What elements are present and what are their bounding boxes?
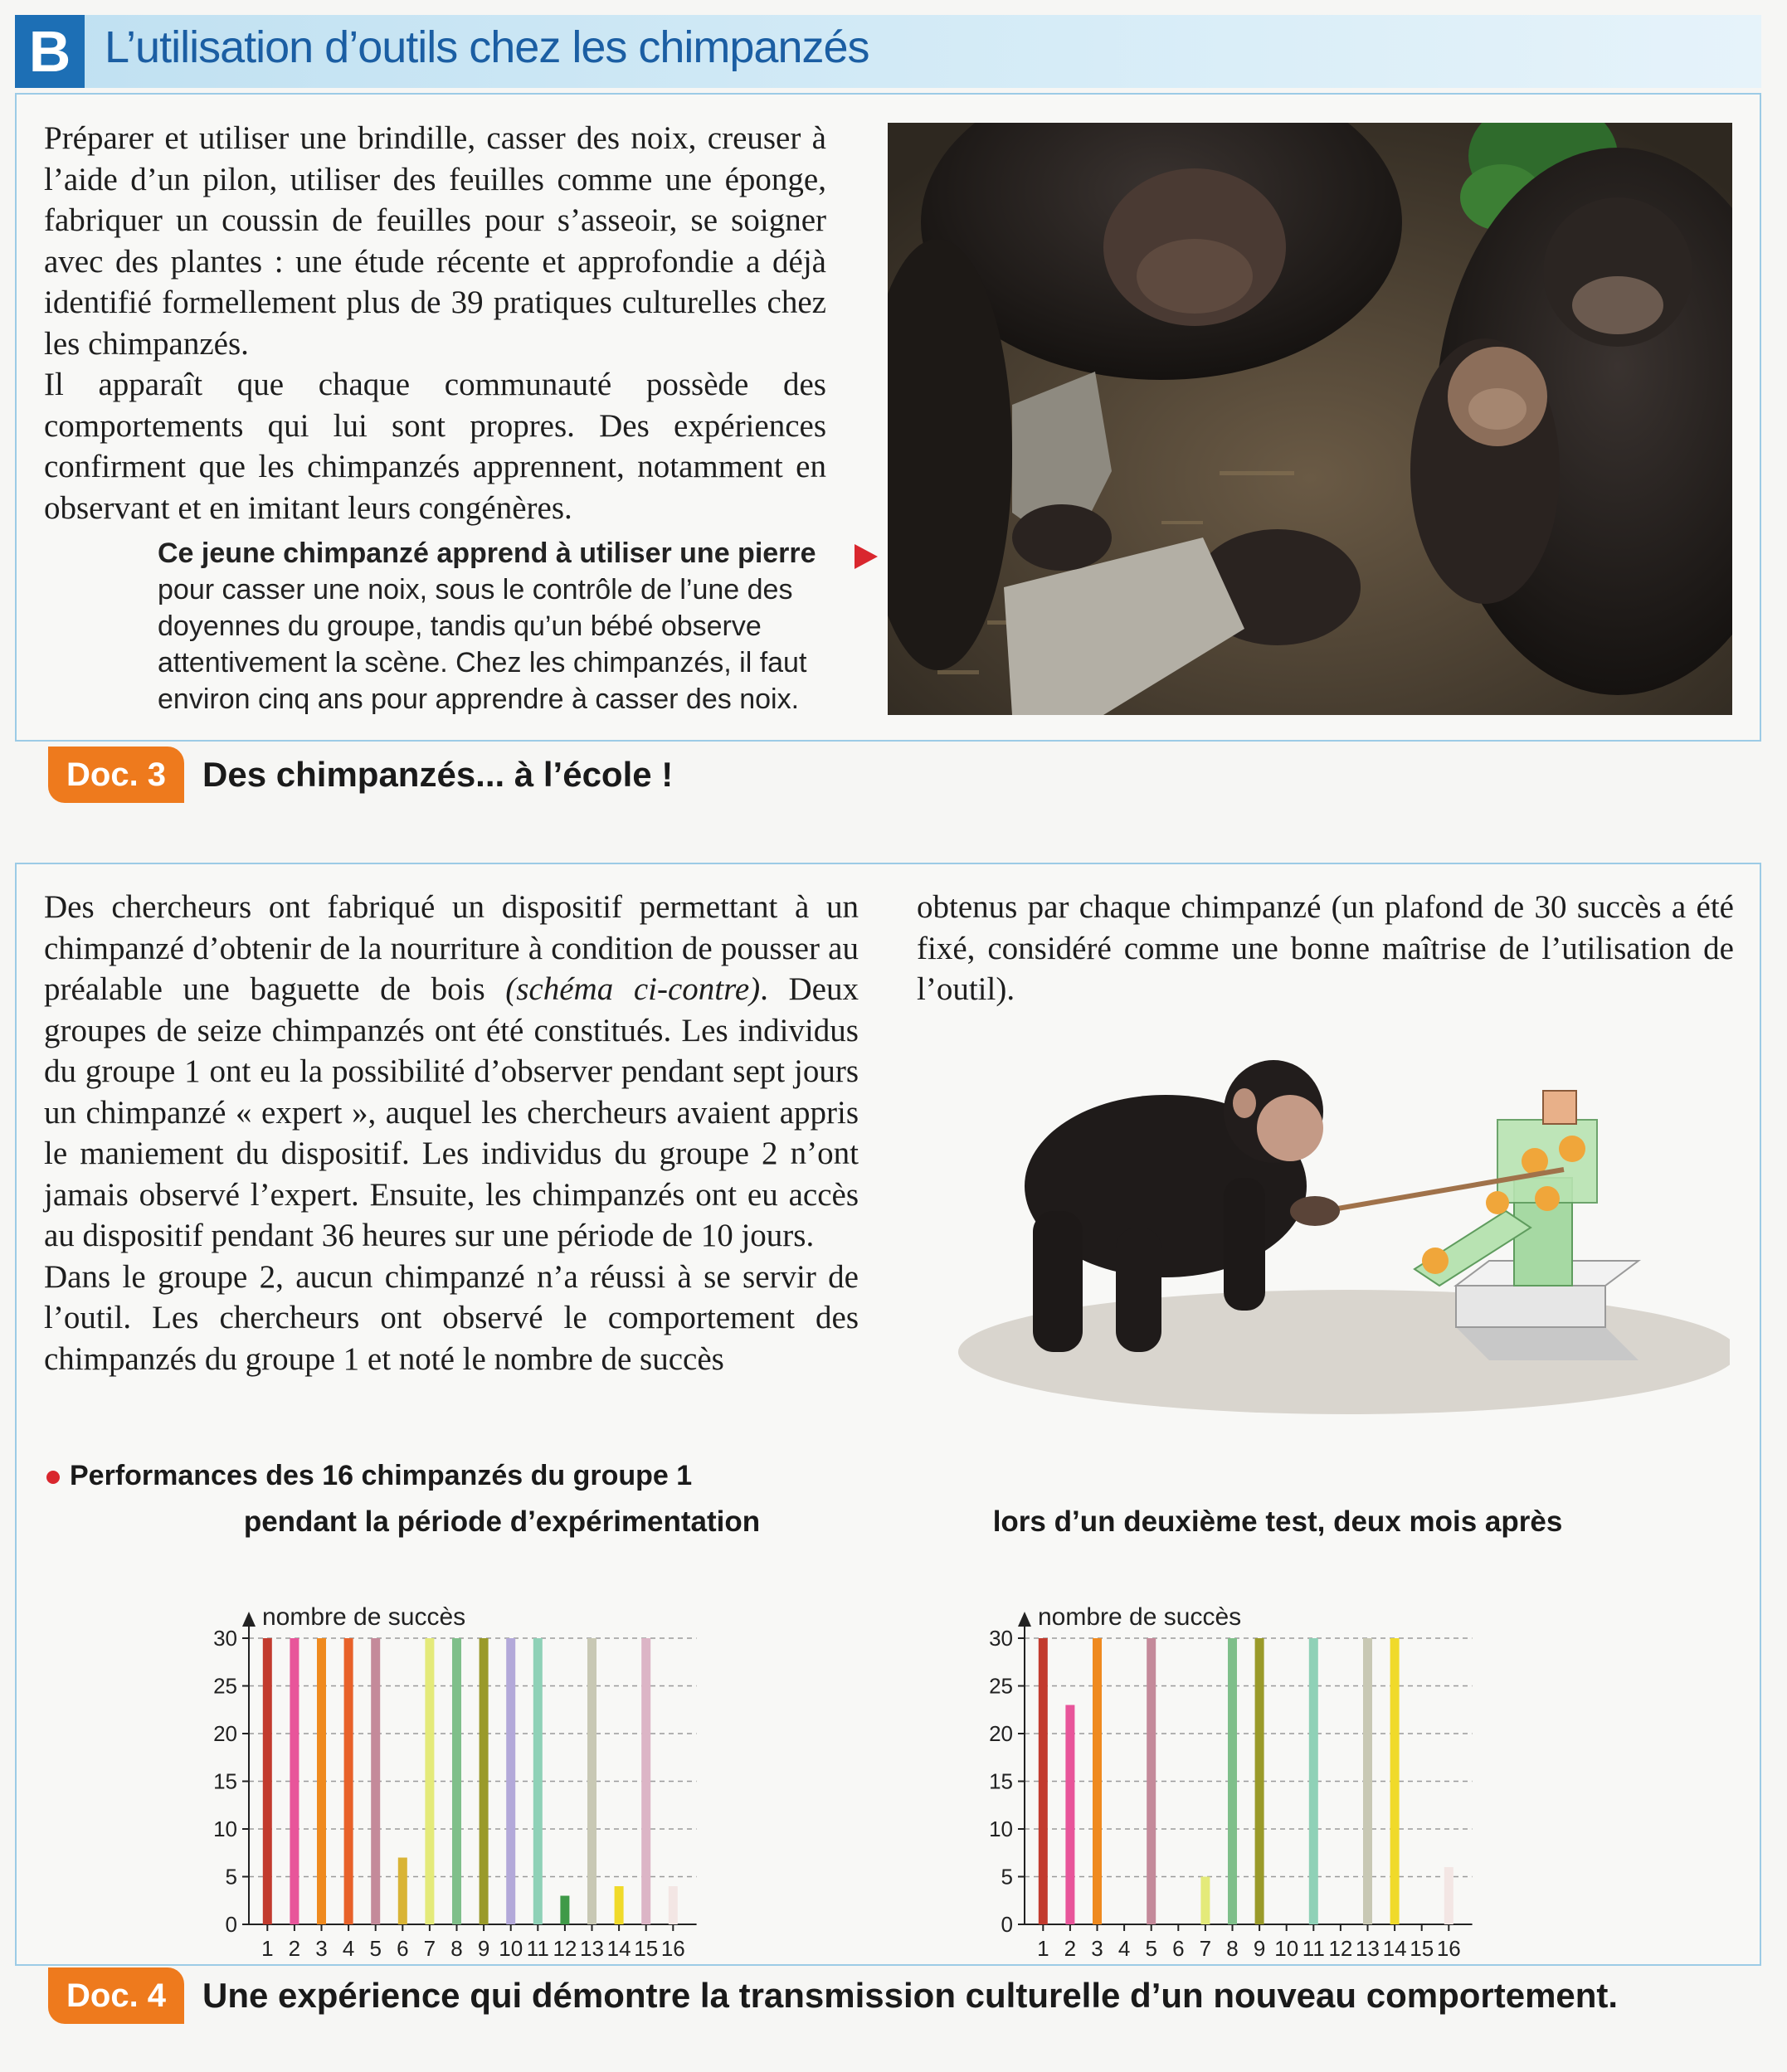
bar-individual-1 — [1039, 1638, 1048, 1924]
caption-bold: Ce jeune chimpanzé apprend à utiliser une pierre — [158, 537, 816, 569]
x-tick-label: 2 — [288, 1936, 301, 1961]
y-tick-label: 10 — [989, 1817, 1013, 1841]
x-tick-label: 9 — [1253, 1936, 1266, 1961]
doc4-title: Une expérience qui démontre la transmission culturelle d’un nouveau comportement. — [202, 1976, 1619, 2015]
x-tick-label: 7 — [423, 1936, 436, 1961]
bar-individual-7 — [425, 1638, 434, 1924]
x-tick-label: 14 — [1382, 1936, 1407, 1961]
doc4-label — [48, 1967, 1618, 2024]
chart-1-svg — [170, 1547, 834, 1966]
y-tick-label: 0 — [1001, 1912, 1013, 1937]
doc3-label — [48, 747, 673, 803]
x-tick-label: 12 — [1328, 1936, 1353, 1961]
y-tick-label: 20 — [989, 1721, 1013, 1746]
x-tick-label: 3 — [315, 1936, 328, 1961]
doc3-paragraph-1: Préparer et utiliser une brindille, casser des noix, creuser à l’aide d’un pilon, utiliser des feuilles comme une éponge, fabriquer un coussin de feuilles pour s’asseoir, se soigner avec des plantes : une étude récente et approfondie a déjà identifié formellement plus de 39 pratiques culturelles chez les chimpanzés. — [44, 120, 826, 362]
bar-individual-9 — [1255, 1638, 1264, 1924]
y-tick-label: 15 — [989, 1768, 1013, 1794]
bar-individual-4 — [344, 1638, 353, 1924]
y-tick-label: 25 — [989, 1673, 1013, 1699]
chimpanzee-photo — [888, 123, 1732, 715]
y-tick-label: 30 — [989, 1626, 1013, 1651]
x-tick-label: 14 — [606, 1936, 631, 1961]
x-tick-label: 11 — [1302, 1936, 1325, 1961]
x-tick-label: 8 — [1226, 1936, 1239, 1961]
x-tick-label: 11 — [526, 1936, 549, 1961]
doc4-text-left — [44, 887, 859, 1379]
bar-individual-2 — [290, 1638, 299, 1924]
x-tick-label: 7 — [1199, 1936, 1212, 1961]
x-tick-label: 13 — [1356, 1936, 1380, 1961]
y-tick-label: 20 — [213, 1721, 237, 1746]
bar-individual-2 — [1065, 1705, 1074, 1925]
chimpanzee-device-illustration — [917, 1012, 1730, 1427]
bullet-icon — [46, 1471, 60, 1484]
bar-individual-1 — [263, 1638, 272, 1924]
bar-individual-3 — [317, 1638, 326, 1924]
chart-1-title: pendant la période d’expérimentation — [243, 1505, 761, 1538]
doc3-text — [44, 118, 826, 528]
y-tick-label: 15 — [213, 1768, 237, 1794]
doc4-text-schema-ref: (schéma ci-contre) — [505, 971, 761, 1007]
bar-individual-14 — [615, 1886, 624, 1924]
bar-individual-5 — [371, 1638, 380, 1924]
bar-individual-13 — [1363, 1638, 1372, 1924]
x-tick-label: 12 — [553, 1936, 577, 1961]
x-tick-label: 10 — [499, 1936, 523, 1961]
x-tick-label: 3 — [1091, 1936, 1103, 1961]
x-tick-label: 4 — [1117, 1936, 1131, 1961]
bar-individual-16 — [1444, 1867, 1453, 1924]
bar-individual-9 — [480, 1638, 489, 1924]
x-tick-label: 6 — [397, 1936, 409, 1961]
doc3-badge: Doc. 3 — [48, 747, 184, 803]
section-letter: B — [15, 15, 85, 88]
chart-2-title: lors d’un deuxième test, deux mois après — [992, 1505, 1563, 1538]
caption-rest: pour casser une noix, sous le contrôle de l’une des doyennes du groupe, tandis qu’un bébé observe attentivement la scène. Chez les chimpanzés, il faut environ cinq ans pour apprendre à casser des noix. — [158, 574, 807, 715]
x-tick-label: 6 — [1172, 1936, 1185, 1961]
chart-2-svg — [946, 1547, 1609, 1966]
x-tick-label: 5 — [369, 1936, 382, 1961]
doc4-badge: Doc. 4 — [48, 1967, 184, 2024]
bar-individual-8 — [1228, 1638, 1237, 1924]
x-tick-label: 5 — [1145, 1936, 1157, 1961]
y-axis-arrow-icon — [242, 1612, 256, 1627]
bar-individual-13 — [587, 1638, 596, 1924]
section-header — [15, 15, 1761, 88]
chart-experiment-period — [170, 1505, 834, 1966]
doc4-text-part-2: . Deux groupes de seize chimpanzés ont été constitués. Les individus du groupe 1 ont eu la possibilité d’observer pendant sept jours un chimpanzé « expert », auquel les chercheurs avaient appris le maniement du dispositif. Les individus du groupe 2 n’ont jamais observé l’expert. Ensuite, les chimpanzés ont eu accès au dispositif pendant 36 heures sur une période de 10 jours. — [44, 971, 859, 1253]
x-tick-label: 4 — [342, 1936, 355, 1961]
doc3-title: Des chimpanzés... à l’école ! — [202, 755, 674, 794]
performance-heading — [46, 1460, 692, 1492]
x-tick-label: 9 — [477, 1936, 490, 1961]
photo-caption — [158, 535, 846, 717]
doc4-text-right: obtenus par chaque chimpanzé (un plafond de 30 succès a été fixé, considéré comme une bonne maîtrise de l’utilisation de l’outil). — [917, 889, 1734, 1007]
y-tick-label: 0 — [225, 1912, 237, 1937]
doc3-paragraph-2: Il apparaît que chaque communauté possède des comportements qui lui sont propres. Des expériences confirment que les chimpanzés apprennent, notamment en observant et en imitant leurs congénères. — [44, 367, 826, 526]
bar-individual-12 — [560, 1896, 569, 1925]
y-axis-arrow-icon — [1018, 1612, 1031, 1627]
bar-individual-8 — [452, 1638, 461, 1924]
y-axis-label: nombre de succès — [1038, 1603, 1242, 1631]
y-tick-label: 30 — [213, 1626, 237, 1651]
x-tick-label: 8 — [450, 1936, 463, 1961]
bar-individual-10 — [506, 1638, 515, 1924]
x-tick-label: 1 — [1037, 1936, 1049, 1961]
y-tick-label: 5 — [1001, 1864, 1013, 1890]
x-tick-label: 15 — [1410, 1936, 1434, 1961]
doc4-text-part-3: Dans le groupe 2, aucun chimpanzé n’a réussi à se servir de l’outil. Les chercheurs ont observé le comportement des chimpanzés du groupe 1 et noté le nombre de succès — [44, 1258, 859, 1377]
x-tick-label: 1 — [261, 1936, 274, 1961]
y-axis-label: nombre de succès — [262, 1603, 466, 1631]
bar-individual-16 — [669, 1886, 678, 1924]
bar-individual-7 — [1200, 1877, 1210, 1925]
doc4-text-part-1: Des chercheurs ont fabriqué un dispositif permettant à un chimpanzé d’obtenir de la nourriture à condition de pousser au préalable une baguette de bois — [44, 889, 859, 1007]
x-tick-label: 13 — [580, 1936, 604, 1961]
y-tick-label: 5 — [225, 1864, 237, 1890]
section-title: L’utilisation d’outils chez les chimpanzés — [105, 22, 869, 72]
bar-individual-5 — [1147, 1638, 1156, 1924]
bar-individual-6 — [398, 1858, 407, 1925]
y-tick-label: 10 — [213, 1817, 237, 1841]
bar-individual-14 — [1390, 1638, 1400, 1924]
caption-pointer-icon — [855, 544, 878, 569]
x-tick-label: 16 — [660, 1936, 685, 1961]
bar-individual-15 — [641, 1638, 650, 1924]
x-tick-label: 10 — [1274, 1936, 1299, 1961]
bar-individual-11 — [1309, 1638, 1318, 1924]
performance-heading-text: Performances des 16 chimpanzés du groupe 1 — [70, 1460, 693, 1491]
x-tick-label: 16 — [1436, 1936, 1461, 1961]
x-tick-label: 2 — [1064, 1936, 1077, 1961]
bar-individual-3 — [1093, 1638, 1102, 1924]
y-tick-label: 25 — [213, 1673, 237, 1699]
chart-second-test — [946, 1505, 1609, 1966]
bar-individual-11 — [533, 1638, 543, 1924]
x-tick-label: 15 — [634, 1936, 659, 1961]
